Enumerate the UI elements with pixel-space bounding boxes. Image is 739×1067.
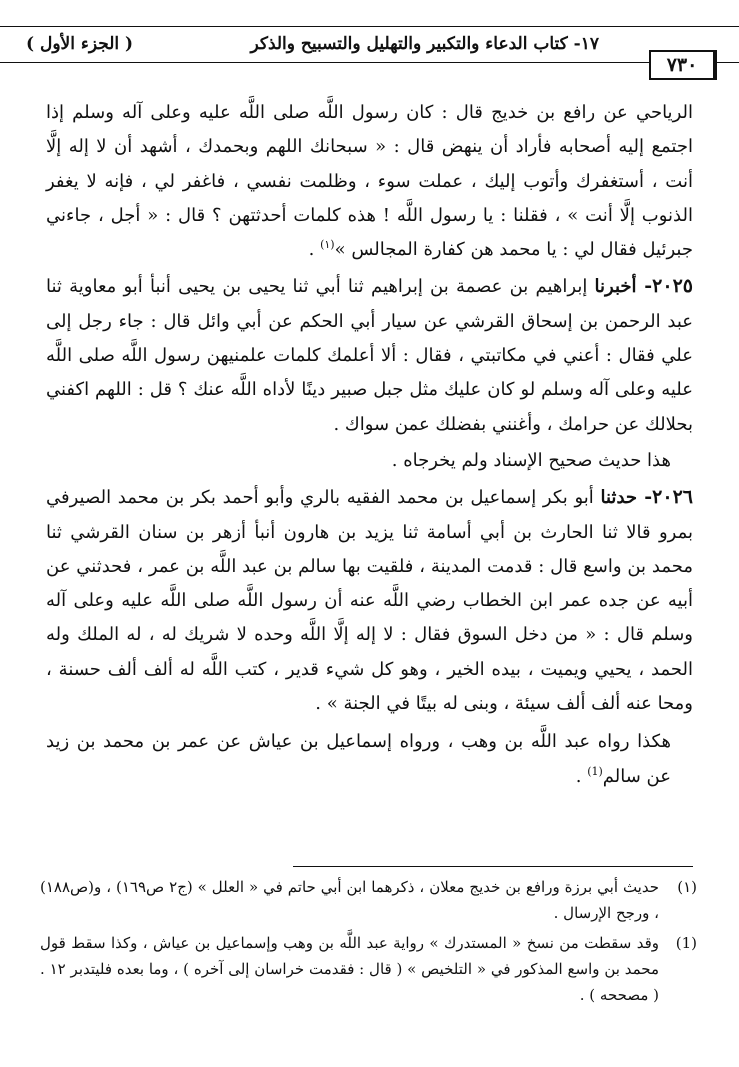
page-number: ٧٣٠ — [649, 50, 717, 80]
hadith-number: ٢٠٢٥- — [644, 275, 693, 298]
paragraph-tail: . — [575, 765, 588, 787]
main-text — [46, 96, 693, 794]
paragraph-tail: . — [308, 239, 321, 261]
hadith-lead: حدثنا — [600, 487, 645, 509]
paragraph-text: أبو بكر إسماعيل بن محمد الفقيه بالري وأبو أحمد بكر بن محمد الصيرفي بمرو قالا ثنا الحارث بن أبي أسامة ثنا يزيد بن هارون أنبأ أزهر بن سنان القرشي ثنا محمد بن واسع قال : قدمت المدينة ، فلقيت بها سالم بن عبد اللَّه بن عمر ، فحدثني عن أبيه عن جده عمر ابن الخطاب رضي اللَّه عنه أن رسول اللَّه صلى اللَّه عليه وعلى آله وسلم قال : « من دخل السوق فقال : لا إله إلَّا اللَّه وحده لا شريك له ، له الملك وله الحمد ، يحيي ويميت ، بيده الخير ، وهو كل شيء قدير ، كتب اللَّه له ألف ألف حسنة ، ومحا عنه ألف ألف سيئة ، وبنى له بيتًا في الجنة » . — [46, 487, 693, 715]
footnote-ref: (1) — [587, 764, 603, 778]
paragraph-text: الرياحي عن رافع بن خديج قال : كان رسول اللَّه صلى اللَّه عليه وعلى آله وسلم إذا اجتمع إليه أصحابه فأراد أن ينهض قال : « سبحانك اللهم وبحمدك ، أشهد أن لا إله إلَّا أنت ، أستغفرك وأتوب إليك ، عملت سوء ، وظلمت نفسي ، فاغفر لي ، فإنه لا يغفر الذنوب إلَّا أنت » ، فقلنا : يا رسول اللَّه ! هذه كلمات أحدثتهن ؟ قال : « أجل ، جاءني جبرئيل فقال لي : يا محمد هن كفارة المجالس » — [46, 102, 693, 261]
footnote-marker: (١) — [677, 878, 697, 896]
footnote-marker: (1) — [675, 934, 697, 952]
hadith-lead: أخبرنا — [594, 276, 645, 298]
page-header — [22, 32, 717, 62]
paragraph — [46, 725, 693, 794]
volume-label: ( الجزء الأول ) — [26, 34, 134, 54]
header-rule-top — [0, 26, 739, 27]
footnote-ref: (١) — [320, 238, 335, 252]
paragraph-text: إبراهيم بن عصمة بن إبراهيم ثنا أبي ثنا يحيى بن يحيى أنبأ أبو معاوية ثنا عبد الرحمن بن إسحاق القرشي عن سيار أبي الحكم عن أبي وائل قال : جاء رجل إلى علي فقال : أعني في مكاتبتي ، فقال : ألا أعلمك كلمات علمنيهن رسول اللَّه صلى اللَّه عليه وعلى آله وسلم لو كان عليك مثل جبل صبير دينًا لأداه اللَّه عنك ؟ قل : اللهم اكفني بحلالك عن حرامك ، وأغنني بفضلك عمن سواك . — [46, 276, 693, 435]
footnote-text: وقد سقطت من نسخ « المستدرك » رواية عبد اللَّه بن وهب وإسماعيل بن عياش ، وكذا سقط قول محمد بن واسع المذكور في « التلخيص » ( قال : فقدمت خراسان إلى آخره ) ، وما بعده فليتدبر ١٢ . ( مصححه ) . — [40, 934, 659, 1004]
footnote — [40, 874, 699, 926]
paragraph-text: هكذا رواه عبد اللَّه بن وهب ، ورواه إسماعيل بن عياش عن عمر بن محمد بن زيد عن سالم — [46, 731, 671, 787]
footnote-text: حديث أبي برزة ورافع بن خديج معلان ، ذكرهما ابن أبي حاتم في « العلل » (ج٢ ص١٦٩) ، و(ص١٨٨) ، ورجح الإرسال . — [40, 878, 659, 922]
hadith-paragraph — [46, 480, 693, 721]
chapter-title: ١٧- كتاب الدعاء والتكبير والتهليل والتسبيح والذكر — [250, 34, 599, 54]
grading-paragraph — [46, 444, 693, 478]
paragraph-text: هذا حديث صحيح الإسناد ولم يخرجاه . — [391, 449, 671, 471]
paragraph — [46, 96, 693, 267]
footnotes — [40, 874, 699, 1012]
hadith-number: ٢٠٢٦- — [644, 486, 693, 509]
header-rule-bottom — [0, 62, 739, 63]
footnote-separator — [293, 866, 693, 867]
footnote — [40, 930, 699, 1008]
hadith-paragraph — [46, 269, 693, 441]
